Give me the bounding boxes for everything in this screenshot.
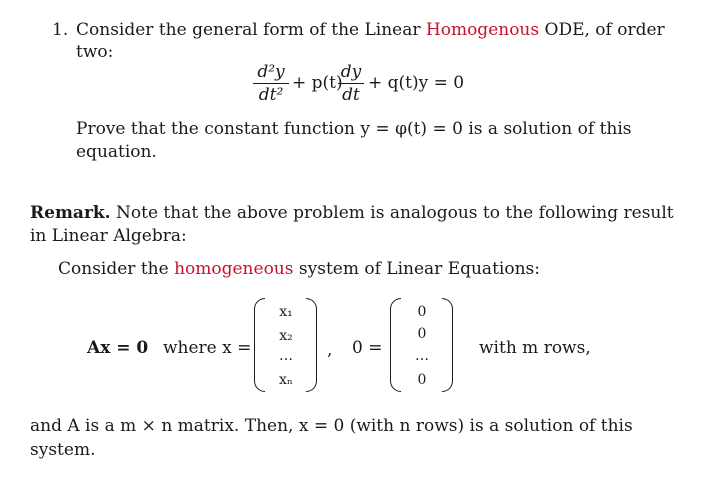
consider-text-after: system of Linear Equations: bbox=[298, 259, 540, 279]
dy-numerator: dy bbox=[340, 62, 362, 82]
q-term: + q(t)y = 0 bbox=[368, 73, 465, 93]
prove-line2: equation. bbox=[76, 142, 157, 162]
d2y-dt2-fraction bbox=[253, 62, 289, 105]
remark-line1 bbox=[30, 203, 674, 223]
with-m-rows: with m rows, bbox=[479, 338, 591, 358]
dt2-denominator: dt² bbox=[258, 85, 284, 105]
x-entry: xₙ bbox=[279, 372, 293, 388]
consider-line bbox=[58, 259, 540, 279]
dt-denominator: dt bbox=[342, 85, 360, 105]
remark-label: Remark. bbox=[30, 203, 111, 223]
comma: , bbox=[327, 340, 333, 360]
zero-entry: … bbox=[415, 348, 429, 364]
problem-line2: two: bbox=[76, 42, 114, 62]
p-term: + p(t) bbox=[292, 73, 343, 93]
prove-line1: Prove that the constant function y = φ(t) = 0 is a solution of this bbox=[76, 119, 632, 139]
remark-line2: in Linear Algebra: bbox=[30, 226, 187, 246]
zero-entry: 0 bbox=[417, 372, 427, 388]
zero-entry: 0 bbox=[417, 326, 427, 342]
x-left-paren bbox=[254, 298, 265, 392]
x-entry: x₁ bbox=[279, 304, 293, 320]
problem-number: 1. bbox=[52, 20, 69, 40]
zero-left-paren bbox=[390, 298, 401, 392]
zero-vector-label: 0 = bbox=[352, 338, 383, 358]
consider-text: Consider the bbox=[58, 259, 169, 279]
remark-text: Note that the above problem is analogous to the following result bbox=[116, 203, 674, 223]
intro-text-after: ODE, of order bbox=[544, 20, 665, 40]
conclusion-line1: and A is a m × n matrix. Then, x = 0 (with n rows) is a solution of this bbox=[30, 416, 633, 436]
d2y-numerator: d²y bbox=[257, 62, 285, 82]
homogeneous-highlight: homogeneous bbox=[174, 259, 294, 279]
ax-equals-zero: Ax = 0 bbox=[87, 338, 149, 358]
where-x-label: where x = bbox=[163, 338, 252, 358]
intro-text: Consider the general form of the Linear bbox=[76, 20, 421, 40]
dy-dt-fraction bbox=[338, 62, 364, 105]
x-entry: … bbox=[279, 348, 293, 364]
homogenous-highlight: Homogenous bbox=[425, 20, 540, 40]
zero-right-paren bbox=[442, 298, 453, 392]
problem-intro bbox=[76, 20, 665, 40]
x-right-paren bbox=[306, 298, 317, 392]
zero-entry: 0 bbox=[417, 304, 427, 320]
x-entry: x₂ bbox=[279, 328, 293, 344]
conclusion-line2: system. bbox=[30, 440, 96, 460]
